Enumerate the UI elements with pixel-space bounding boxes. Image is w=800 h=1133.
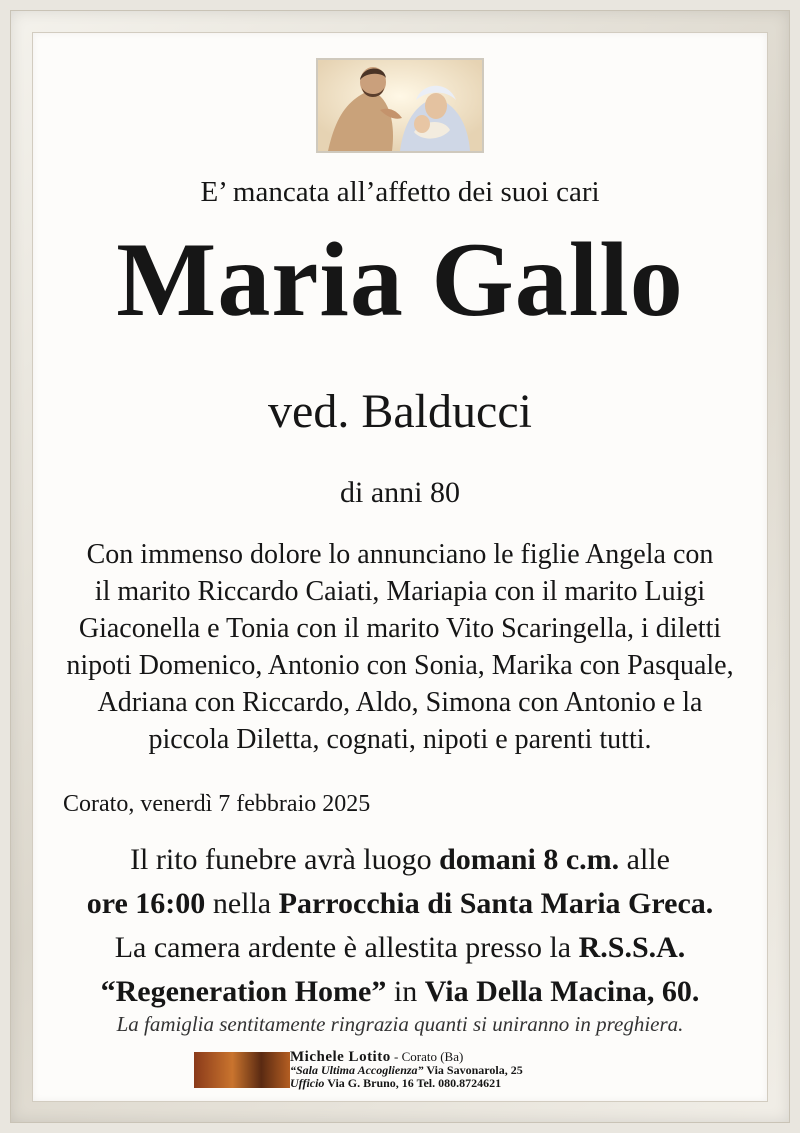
funeral-address: Via Della Macina, 60. bbox=[424, 975, 700, 1008]
funeral-rssa: R.S.S.A. bbox=[578, 931, 686, 964]
sala-name: “Sala Ultima Accoglienza” bbox=[290, 1063, 424, 1077]
funeral-info bbox=[40, 838, 760, 1014]
funeral-date: domani 8 c.m. bbox=[439, 843, 620, 876]
announcement-line: Adriana con Riccardo, Aldo, Simona con Antonio e la bbox=[97, 687, 703, 718]
funeral-church: Parrocchia di Santa Maria Greca. bbox=[278, 887, 714, 920]
announcement-line: piccola Diletta, cognati, nipoti e parenti tutti. bbox=[148, 724, 652, 755]
office-address: Via G. Bruno, 16 Tel. 080.8724621 bbox=[324, 1076, 502, 1090]
business-city: - Corato (Ba) bbox=[390, 1049, 464, 1064]
thanks-text: La famiglia sentitamente ringrazia quanti si uniranno in preghiera. bbox=[116, 1012, 684, 1036]
announcement bbox=[40, 536, 760, 758]
announcement-line: Giaconella e Tonia con il marito Vito Scaringella, i diletti bbox=[78, 613, 722, 644]
funeral-text: La camera ardente è allestita presso la bbox=[114, 931, 579, 964]
funeral-text: alle bbox=[619, 843, 670, 876]
business-name: Michele Lotito bbox=[290, 1049, 391, 1065]
age-text: di anni 80 bbox=[340, 476, 460, 509]
funeral-home-name: “Regeneration Home” bbox=[100, 975, 387, 1008]
holy-family-picture bbox=[316, 58, 484, 153]
announcement-line: Con immenso dolore lo annunciano le figlie Angela con bbox=[86, 539, 714, 570]
announcement-line: nipoti Domenico, Antonio con Sonia, Marika con Pasquale, bbox=[66, 650, 734, 681]
funeral-line-4 bbox=[40, 970, 760, 1014]
funeral-time: ore 16:00 bbox=[86, 887, 206, 920]
funeral-text: in bbox=[386, 975, 425, 1008]
deceased-name: Maria Gallo bbox=[116, 221, 684, 338]
funeral-home-photo bbox=[194, 1052, 290, 1088]
funeral-text: Il rito funebre avrà luogo bbox=[130, 843, 440, 876]
widow-of: ved. Balducci bbox=[268, 385, 532, 438]
funeral-line-3 bbox=[40, 926, 760, 970]
holy-family-illustration bbox=[318, 60, 482, 151]
funeral-text: nella bbox=[205, 887, 279, 920]
funeral-home-footer bbox=[290, 1050, 523, 1090]
funeral-line-1 bbox=[40, 838, 760, 882]
announcement-line: il marito Riccardo Caiati, Mariapia con il marito Luigi bbox=[94, 576, 706, 607]
funeral-line-2 bbox=[40, 882, 760, 926]
office-label: Ufficio bbox=[290, 1076, 325, 1090]
intro-text: E’ mancata all’affetto dei suoi cari bbox=[200, 176, 600, 208]
sala-address: Via Savonarola, 25 bbox=[423, 1063, 523, 1077]
place-date: Corato, venerdì 7 febbraio 2025 bbox=[63, 791, 371, 817]
